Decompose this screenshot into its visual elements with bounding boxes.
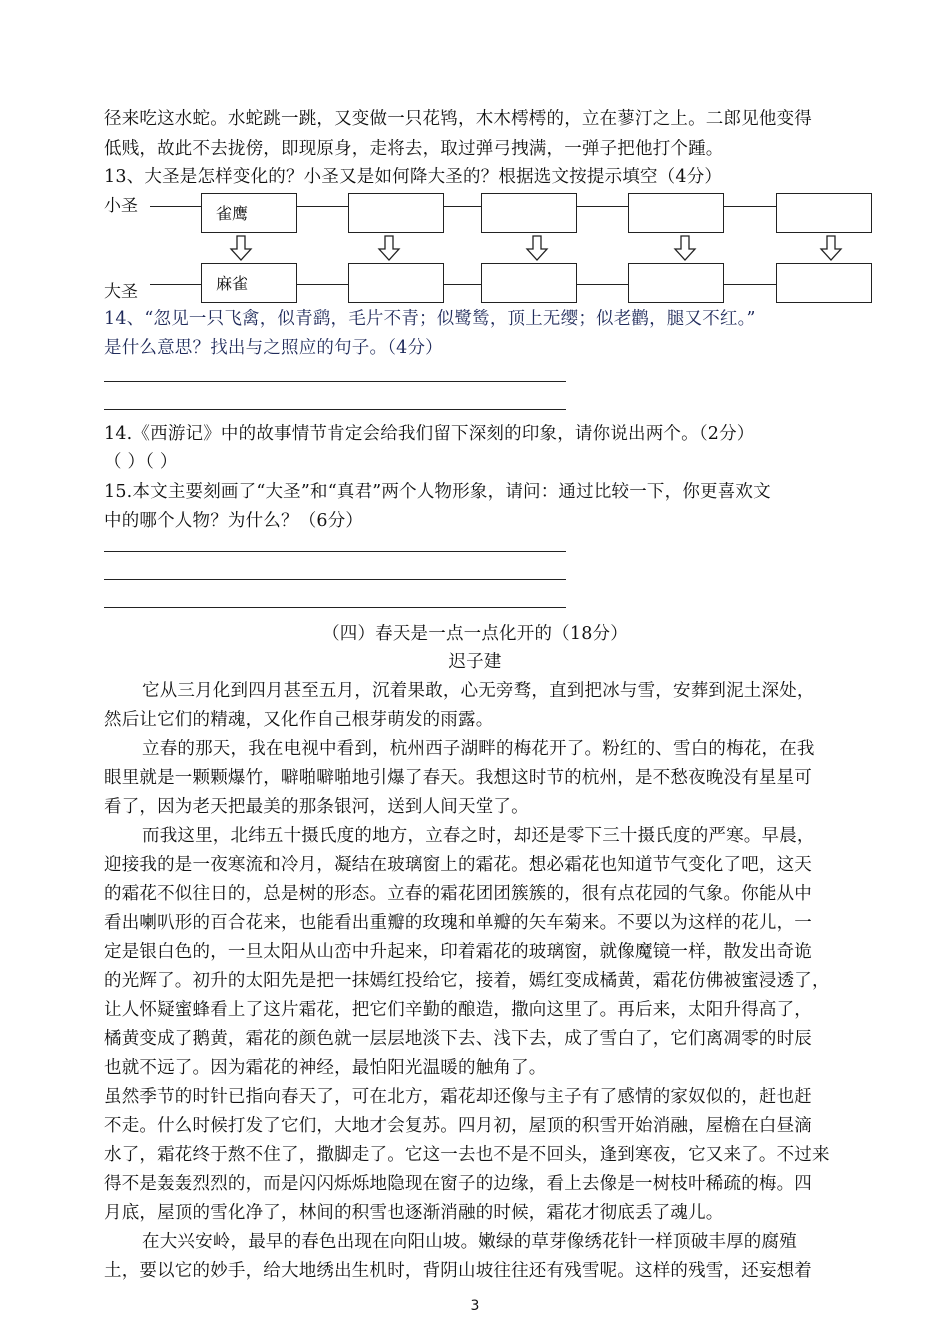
label-dasheng: 大圣 (104, 282, 138, 302)
section-title: （四）春天是一点一点化开的（18分） (322, 624, 628, 644)
passage-line: 水了，霜花终于熬不住了，撒脚走了。它这一去也不是不回头，逢到寒夜，它又来了。不过来 (104, 1145, 830, 1165)
passage-line: 看了，因为老天把最美的那条银河，送到人间天堂了。 (104, 797, 529, 817)
answer-box-top[interactable] (628, 193, 724, 233)
answer-box-top[interactable] (776, 193, 872, 233)
passage-line: 让人怀疑蜜蜂看上了这片霜花，把它们辛勤的酿造，撒向这里了。再后来，太阳升得高了， (104, 1000, 812, 1020)
passage-line: 土，要以它的妙手，给大地绣出生机时，背阴山坡往往还有残雪呢。这样的残雪，还妄想着 (104, 1261, 812, 1281)
answer-line[interactable] (104, 381, 566, 382)
answer-line[interactable] (104, 551, 566, 552)
passage-line: 而我这里，北纬五十摄氏度的地方，立春之时，却还是零下三十摄氏度的严寒。早晨， (142, 826, 815, 846)
question-15-line2: 中的哪个人物？为什么？（6分） (104, 511, 364, 531)
answer-box-top[interactable]: 雀鹰 (201, 193, 297, 233)
passage-line: 然后让它们的精魂，又化作自己根芽萌发的雨露。 (104, 710, 494, 730)
answer-box-bottom[interactable] (481, 263, 577, 303)
passage-line: 眼里就是一颗颗爆竹，噼啪噼啪地引爆了春天。我想这时节的杭州，是不愁夜晚没有星星可 (104, 768, 812, 788)
answer-line[interactable] (104, 579, 566, 580)
passage-line: 的光辉了。初升的太阳先是把一抹嫣红投给它，接着，嫣红变成橘黄，霜花仿佛被蜜浸透了， (104, 971, 830, 991)
down-arrow-icon (524, 235, 550, 261)
passage-line: 月底，屋顶的雪化净了，林间的积雪也逐渐消融的时候，霜花才彻底丢了魂儿。 (104, 1203, 724, 1223)
passage-line: 看出喇叭形的百合花来，也能看出重瓣的玫瑰和单瓣的矢车菊来。不要以为这样的花儿，一 (104, 913, 812, 933)
passage-line: 虽然季节的时针已指向春天了，可在北方，霜花却还像与主子有了感情的家奴似的，赶也赶 (104, 1087, 812, 1107)
question-13: 13、大圣是怎样变化的？小圣又是如何降大圣的？根据选文按提示填空（4分） (104, 167, 723, 187)
passage-line: 在大兴安岭，最早的春色出现在向阳山坡。嫩绿的草芽像绣花针一样顶破丰厚的腐殖 (142, 1232, 797, 1252)
paragraph-line: 低贱，故此不去拢傍，即现原身，走将去，取过弹弓拽满，一弹子把他打个踵。 (104, 139, 724, 159)
passage-line: 得不是轰轰烈烈的，而是闪闪烁烁地隐现在窗子的边缘，看上去像是一树枝叶稀疏的梅。四 (104, 1174, 812, 1194)
passage-line: 定是银白色的，一旦太阳从山峦中升起来，印着霜花的玻璃窗，就像魔镜一样，散发出奇诡 (104, 942, 812, 962)
down-arrow-icon (818, 235, 844, 261)
down-arrow-icon (376, 235, 402, 261)
down-arrow-icon (672, 235, 698, 261)
question-14a-line2: 是什么意思？找出与之照应的句子。（4分） (104, 338, 443, 358)
section-author: 迟子建 (448, 652, 502, 672)
answer-box-bottom[interactable] (776, 263, 872, 303)
passage-line: 立春的那天，我在电视中看到，杭州西子湖畔的梅花开了。粉红的、雪白的梅花，在我 (142, 739, 815, 759)
passage-line: 它从三月化到四月甚至五月，沉着果敢，心无旁骛，直到把冰与雪，安葬到泥土深处， (142, 681, 815, 701)
answer-line[interactable] (104, 409, 566, 410)
answer-box-bottom[interactable] (628, 263, 724, 303)
page-number: 3 (470, 1298, 480, 1314)
passage-line: 迎接我的是一夜寒流和冷月，凝结在玻璃窗上的霜花。想必霜花也知道节气变化了吧，这天 (104, 855, 812, 875)
answer-box-top[interactable] (348, 193, 444, 233)
passage-line: 不走。什么时候打发了它们，大地才会复苏。四月初，屋顶的积雪开始消融，屋檐在白昼滴 (104, 1116, 812, 1136)
answer-box-bottom[interactable]: 麻雀 (201, 263, 297, 303)
passage-line: 的霜花不似往日的，总是树的形态。立春的霜花团团簇簇的，很有点花园的气象。你能从中 (104, 884, 812, 904)
down-arrow-icon (228, 235, 254, 261)
question-14b-blanks[interactable]: （ ）（ ） (104, 452, 178, 472)
label-xiaosheng: 小圣 (104, 196, 138, 216)
passage-line: 橘黄变成了鹅黄，霜花的颜色就一层层地淡下去、浅下去，成了雪白了，它们离凋零的时辰 (104, 1029, 812, 1049)
answer-box-top[interactable] (481, 193, 577, 233)
question-15-line1: 15.本文主要刻画了“大圣”和“真君”两个人物形象，请问：通过比较一下，你更喜欢文 (104, 482, 771, 502)
answer-box-bottom[interactable] (348, 263, 444, 303)
question-14a-line1: 14、“忽见一只飞禽，似青鹞，毛片不青；似鹭鸶，顶上无缨；似老鹳，腿又不红。” (104, 309, 756, 329)
passage-line: 也就不远了。因为霜花的神经，最怕阳光温暖的触角了。 (104, 1058, 547, 1078)
paragraph-line: 径来吃这水蛇。水蛇跳一跳，又变做一只花鸨，木木樗樗的，立在蓼汀之上。二郎见他变得 (104, 109, 812, 129)
answer-line[interactable] (104, 607, 566, 608)
question-14b-line1: 14.《西游记》中的故事情节肯定会给我们留下深刻的印象，请你说出两个。（2分） (104, 424, 755, 444)
